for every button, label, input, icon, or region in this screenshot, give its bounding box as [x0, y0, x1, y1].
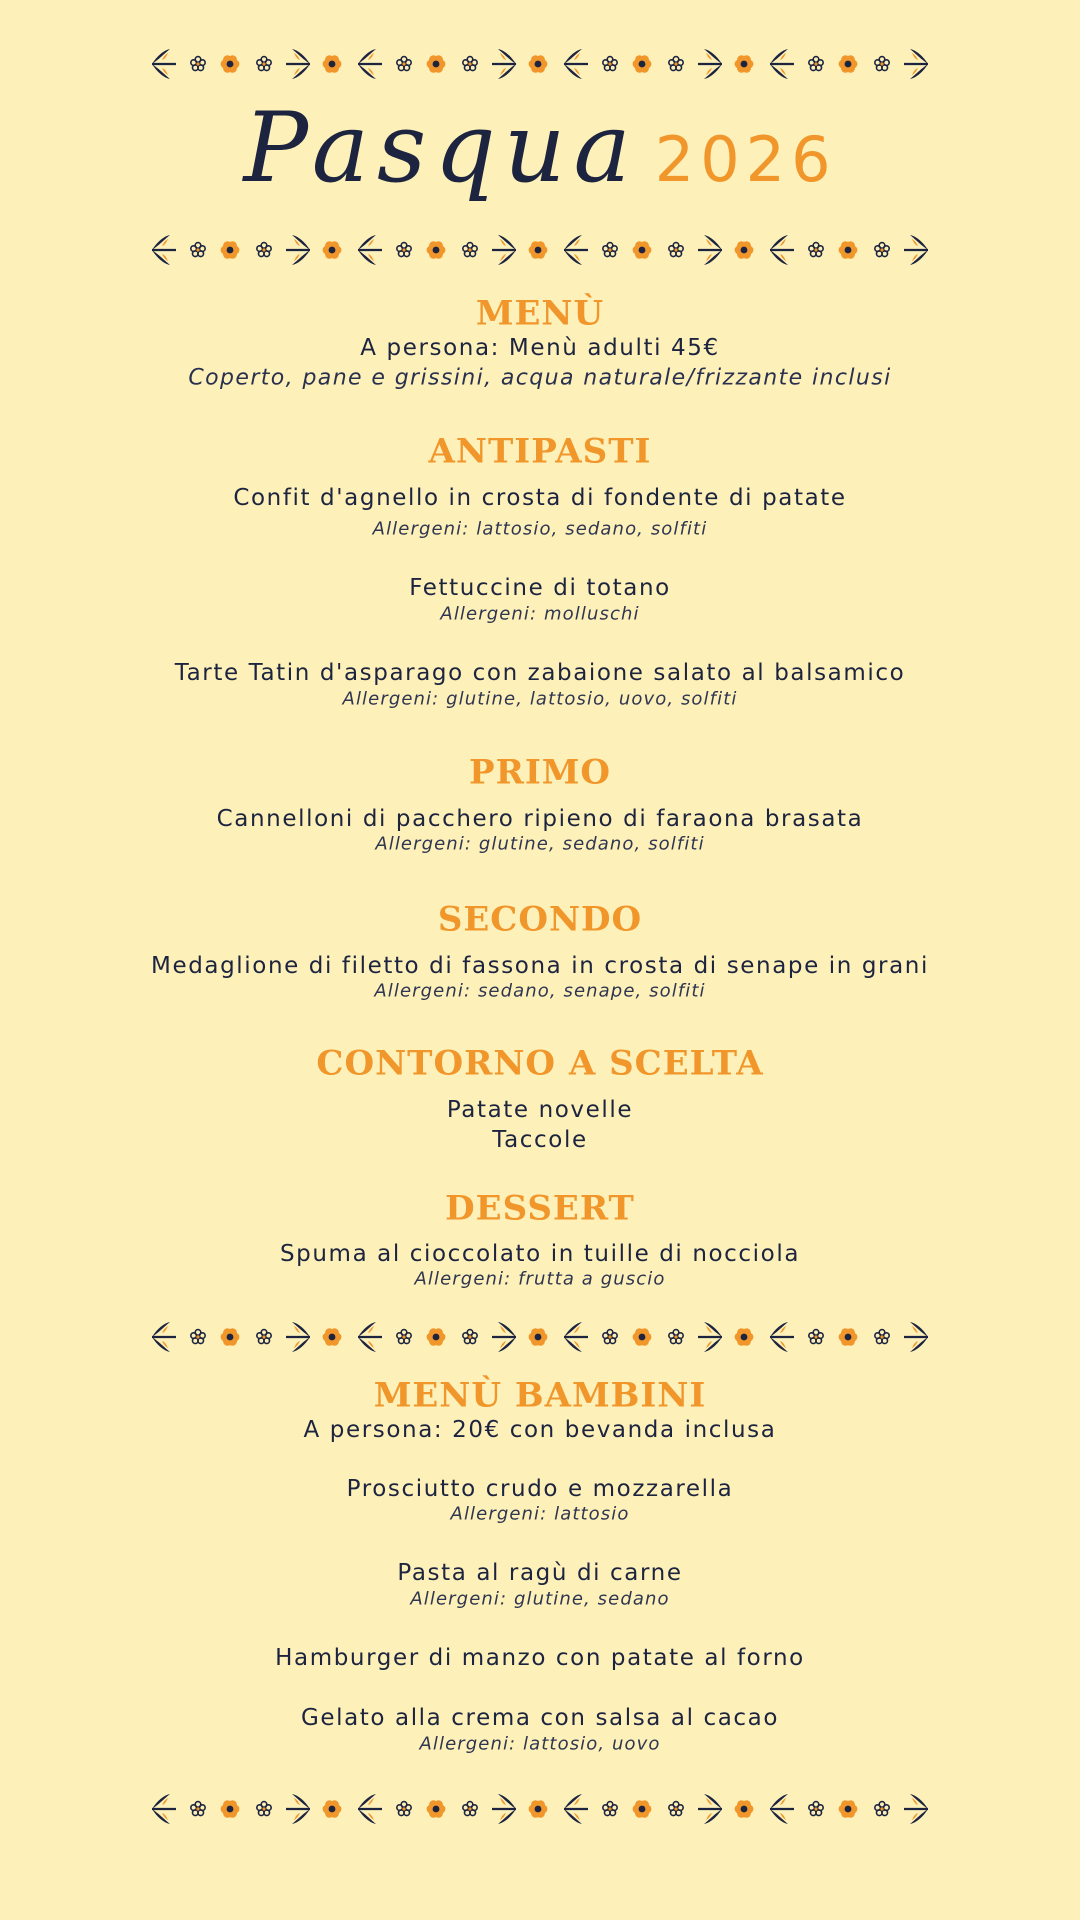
ornament-band-top: [152, 44, 928, 84]
dish-name: Tarte Tatin d'asparago con zabaione salato al balsamico: [174, 659, 906, 686]
dish-name: Spuma al cioccolato in tuille di nocciola: [279, 1240, 801, 1267]
dish-allergens: Allergeni: lattosio, sedano, solfiti: [372, 518, 708, 540]
dish-name: Cannelloni di pacchero ripieno di faraona brasata: [216, 805, 864, 832]
dish-allergens: Allergeni: molluschi: [440, 603, 640, 625]
dish-name: Prosciutto crudo e mozzarella: [346, 1475, 734, 1502]
ornament-border-icon: [152, 44, 928, 84]
dish-allergens: Allergeni: lattosio: [450, 1503, 630, 1525]
menu-heading: MENÙ: [475, 293, 605, 334]
ornament-border-icon: [152, 230, 928, 270]
contorno-heading: CONTORNO A SCELTA: [316, 1043, 764, 1084]
dish-allergens: Allergeni: glutine, lattosio, uovo, solfiti: [342, 688, 738, 710]
page-title: [0, 92, 1080, 212]
antipasti-heading: ANTIPASTI: [428, 431, 652, 472]
side-dish: Patate novelle: [446, 1096, 634, 1123]
ornament-band-under-title: [152, 230, 928, 270]
menu-included-note: Coperto, pane e grissini, acqua naturale/frizzante inclusi: [188, 365, 892, 391]
dish-name: Gelato alla crema con salsa al cacao: [300, 1704, 780, 1731]
bambini-heading: MENÙ BAMBINI: [373, 1375, 707, 1416]
menu-price: A persona: Menù adulti 45€: [360, 334, 720, 361]
ornament-border-icon: [152, 1317, 928, 1357]
dish-allergens: Allergeni: sedano, senape, solfiti: [374, 980, 706, 1002]
side-dish: Taccole: [492, 1126, 588, 1153]
dish-name: Fettuccine di totano: [409, 574, 671, 601]
dish-name: Hamburger di manzo con patate al forno: [275, 1644, 805, 1671]
title-script: Pasqua: [243, 92, 639, 204]
secondo-heading: SECONDO: [437, 899, 643, 940]
primo-heading: PRIMO: [469, 752, 611, 793]
ornament-band-middle: [152, 1317, 928, 1357]
bambini-price: A persona: 20€ con bevanda inclusa: [303, 1416, 777, 1443]
title-year: 2026: [654, 123, 837, 196]
dessert-heading: DESSERT: [445, 1188, 635, 1229]
dish-name: Medaglione di filetto di fassona in crosta di senape in grani: [151, 952, 929, 979]
ornament-band-bottom: [152, 1789, 928, 1829]
dish-name: Confit d'agnello in crosta di fondente di patate: [233, 484, 847, 511]
dish-allergens: Allergeni: glutine, sedano, solfiti: [375, 833, 705, 855]
dish-allergens: Allergeni: glutine, sedano: [410, 1588, 670, 1610]
dish-allergens: Allergeni: frutta a guscio: [414, 1268, 666, 1290]
ornament-border-icon: [152, 1789, 928, 1829]
dish-allergens: Allergeni: lattosio, uovo: [419, 1733, 661, 1755]
dish-name: Pasta al ragù di carne: [397, 1559, 683, 1586]
